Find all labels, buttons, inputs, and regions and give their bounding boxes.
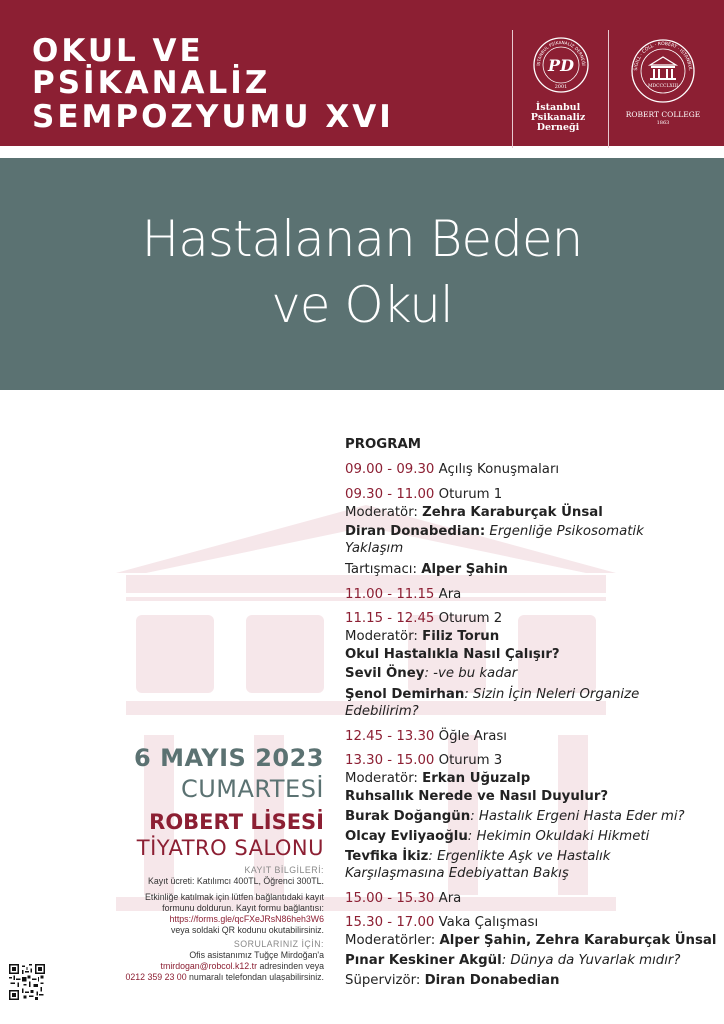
event-venue-school: ROBERT LİSESİ	[149, 810, 324, 834]
header-divider	[608, 30, 609, 148]
questions-heading: SORULARINIZ İÇİN:	[233, 939, 324, 949]
seal-numeral: MDCCCLXIII	[647, 84, 679, 89]
registration-info: KAYIT BİLGİLERİ: Kayıt ücreti: Katılımcı 400TL, Öğrenci 300TL. Etkinliğe katılmak için lütfen bağlantıdaki kayıt formunu doldurun. Kayıt formu bağlantısı: https://forms.gle/qcFXeJRsN86heh3W6 veya soldaki QR kodunu okutabilirsiniz. SORULARINIZ İÇİN: Ofis asistanımız Tuğçe Mirdoğan'a tmirdogan@robcol.k12.tr adresinden veya 0212 359 23 00 numaralı telefondan ulaşabilirsiniz.	[125, 865, 324, 982]
program-moderator: Moderatör: Erkan Uğuzalp	[345, 771, 531, 786]
istanbul-psikanaliz-dernegi-name: İstanbul Psikanaliz Derneği	[530, 102, 586, 133]
logo-ring-text: İSTANBUL PSİKANALİZ DERNEĞİ	[535, 39, 587, 66]
program-talk: Tevfika İkiz: Ergenlikte Aşk ve Hastalık	[345, 849, 611, 864]
program-moderator: Moderatörler: Alper Şahin, Zehra Karaburçak Ünsal	[345, 933, 717, 948]
robert-college-seal	[630, 38, 696, 104]
logo-year: 2001	[554, 84, 568, 90]
header-divider	[512, 30, 513, 148]
hero-title-line-2: ve Okul	[271, 276, 453, 334]
hero-title-line-1: Hastalanan Beden	[141, 210, 583, 268]
program-talk: Burak Doğangün: Hastalık Ergeni Hasta Eder mi?	[345, 809, 685, 824]
event-day: CUMARTESİ	[180, 775, 324, 803]
program-item: 13.30 - 15.00 Oturum 3	[345, 753, 503, 768]
program-talk-cont: Yaklaşım	[345, 541, 404, 556]
program-talk: Şenol Demirhan: Sizin İçin Neleri Organize	[345, 687, 640, 702]
logo-monogram: PD	[548, 56, 574, 75]
hero-band	[0, 158, 724, 390]
program-talk: Sevil Öney: -ve bu kadar	[345, 666, 518, 681]
program-heading: PROGRAM	[345, 437, 421, 452]
registration-fee: Kayıt ücreti: Katılımcı 400TL, Öğrenci 300TL.	[147, 876, 324, 886]
program-item: 15.30 - 17.00 Vaka Çalışması	[345, 915, 539, 930]
program-session-title: Ruhsallık Nerede ve Nasıl Duyulur?	[345, 789, 609, 804]
program-talk-cont: Edebilirim?	[345, 704, 419, 719]
event-date: 6 MAYIS 2023	[134, 744, 324, 772]
symposium-title-line-1: OKUL VE	[32, 33, 204, 69]
robert-college-name: ROBERT COLLEGE 1863	[625, 110, 701, 126]
contact-email[interactable]: tmirdogan@robcol.k12.tr	[160, 961, 257, 971]
program-talk: Pınar Keskiner Akgül: Dünya da Yuvarlak mıdır?	[345, 953, 681, 968]
istanbul-psikanaliz-dernegi-logo	[532, 36, 590, 98]
program-moderator: Moderatör: Filiz Torun	[345, 629, 500, 644]
registration-heading: KAYIT BİLGİLERİ:	[244, 865, 324, 875]
program-moderator: Moderatör: Zehra Karaburçak Ünsal	[345, 505, 603, 520]
program-talk: Olcay Evliyaoğlu: Hekimin Okuldaki Hikmeti	[345, 829, 650, 844]
program-item: 09.00 - 09.30 Açılış Konuşmaları	[345, 462, 560, 477]
program-talk: Diran Donabedian: Ergenliğe Psikosomatik	[345, 524, 644, 539]
program-item: 11.00 - 11.15 Ara	[345, 587, 462, 602]
program-item: 09.30 - 11.00 Oturum 1	[345, 487, 503, 502]
program-discussant: Tartışmacı: Alper Şahin	[345, 562, 508, 577]
program-session-title: Okul Hastalıkla Nasıl Çalışır?	[345, 647, 560, 662]
program-item: 12.45 - 13.30 Öğle Arası	[345, 729, 507, 744]
contact-phone[interactable]: 0212 359 23 00	[125, 972, 187, 982]
header-bar	[0, 0, 724, 146]
program-item: 15.00 - 15.30 Ara	[345, 891, 462, 906]
symposium-title-line-2: PSİKANALİZ	[32, 65, 271, 101]
event-venue-hall: TİYATRO SALONU	[136, 836, 324, 860]
symposium-title-line-3: SEMPOZYUMU XVI	[32, 99, 394, 135]
registration-link[interactable]: https://forms.gle/qcFXeJRsN86heh3W6	[169, 914, 324, 924]
program-talk-cont: Karşılaşmasına Edebiyattan Bakış	[345, 866, 569, 881]
seal-ring-text: SIGILL · COLL · ROBERT · ISTANBUL	[633, 41, 693, 71]
program-supervisor: Süpervizör: Diran Donabedian	[345, 973, 560, 988]
registration-qr-code[interactable]	[9, 964, 45, 1000]
program-item: 11.15 - 12.45 Oturum 2	[345, 611, 503, 626]
